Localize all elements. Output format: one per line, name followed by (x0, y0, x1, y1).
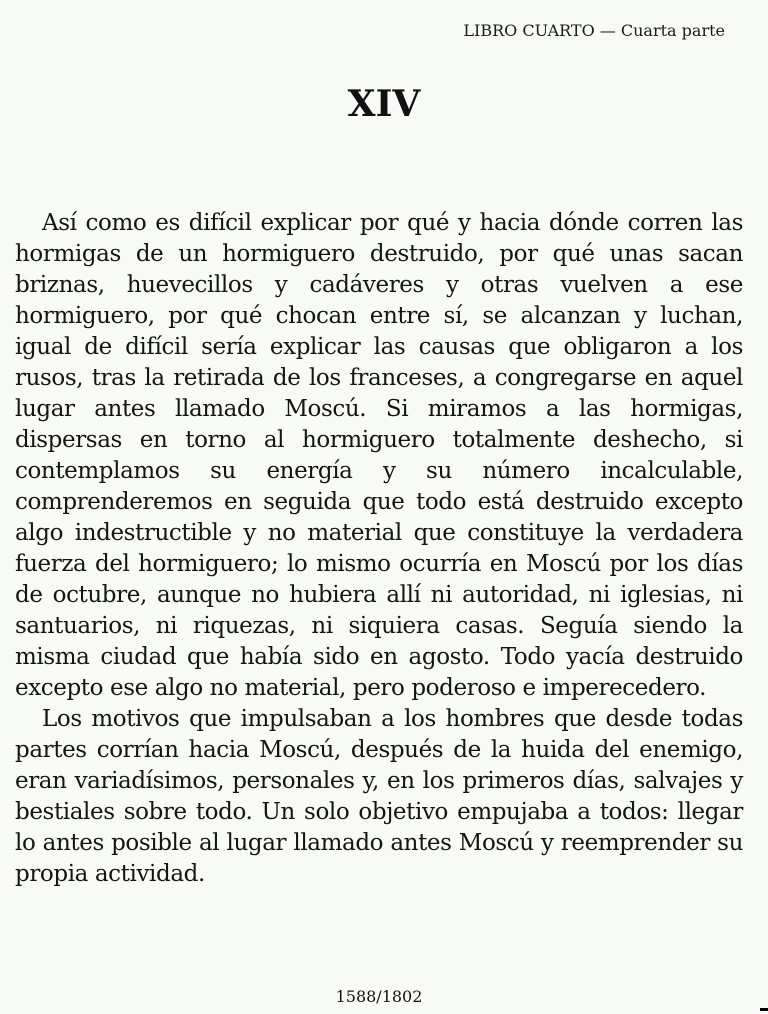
page-indicator: 1588/1802 (335, 987, 423, 1006)
paragraph: Así como es difícil explicar por qué y hacia dónde corren las hormigas de un hormiguero destruido, por qué unas sacan briznas, huevecillos y cadáveres y otras vuelven a ese hormiguero, por qué chocan entre sí, se alcanzan y luchan, igual de difícil sería explicar las causas que obligaron a los rusos, tras la retirada de los franceses, a congregarse en aquel lugar antes llamado Moscú. Si miramos a las hormigas, dispersas en torno al hormiguero totalmente deshecho, si contemplamos su energía y su número incalculable, comprenderemos en seguida que todo está destruido excepto algo indestructible y no material que constituye la verdadera fuerza del hormiguero; lo mismo ocurría en Moscú por los días de octubre, aunque no hubiera allí ni autoridad, ni iglesias, ni santuarios, ni riquezas, ni siquiera casas. Seguía siendo la misma ciudad que había sido en agosto. Todo yacía destruido excepto ese algo no material, pero poderoso e imperecedero. (15, 210, 743, 701)
running-header: LIBRO CUARTO — Cuarta parte (463, 21, 725, 40)
paragraph: Los motivos que impulsaban a los hombres que desde todas partes corrían hacia Moscú, después de la huida del enemigo, eran variadísimos, personales y, en los primeros días, salvajes y bestiales sobre todo. Un solo objetivo empujaba a todos: llegar lo antes posible al lugar llamado antes Moscú y reemprender su propia actividad. (15, 706, 743, 887)
chapter-title: XIV (347, 83, 421, 125)
reading-progress-marker (760, 1008, 768, 1011)
chapter-body (15, 208, 743, 890)
